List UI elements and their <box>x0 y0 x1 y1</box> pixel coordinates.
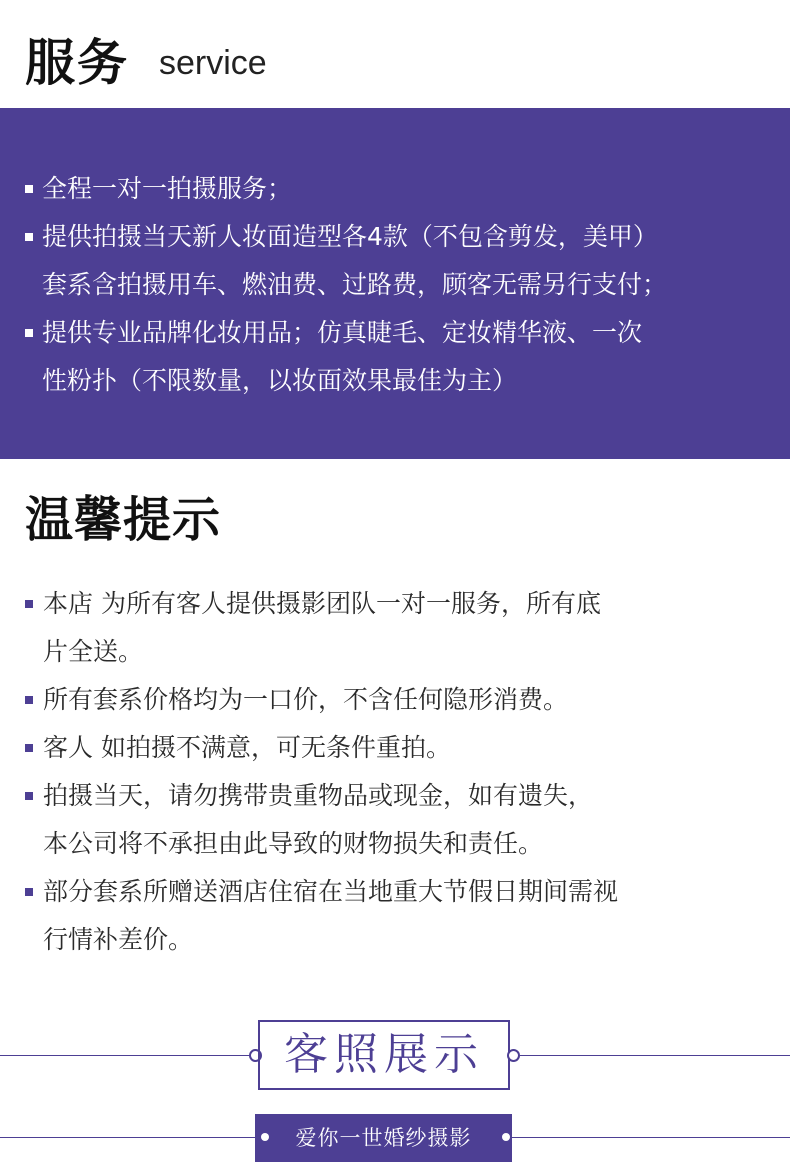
service-item <box>25 309 775 405</box>
tip-item-text: 客人 如拍摄不满意，可无条件重拍。 <box>43 733 451 762</box>
tips-title: 温馨提示 <box>25 492 222 548</box>
banner-box <box>258 1020 510 1090</box>
tip-item-text: 本公司将不承担由此导致的财物损失和责任。 <box>43 829 544 858</box>
service-subtitle: service <box>159 44 267 82</box>
tip-item <box>25 724 765 772</box>
service-item-text: 提供拍摄当天新人妆面造型各4款（不包含剪发，美甲） <box>42 222 658 251</box>
tip-item-text: 所有套系价格均为一口价，不含任何隐形消费。 <box>43 685 569 714</box>
service-item-text: 性粉扑（不限数量，以妆面效果最佳为主） <box>42 366 518 395</box>
service-item-text: 全程一对一拍摄服务； <box>42 174 293 203</box>
tag-divider-left <box>0 1137 255 1138</box>
service-list <box>25 165 775 405</box>
bullet-icon <box>25 792 33 800</box>
service-title: 服务 <box>25 34 129 92</box>
tag-dot-right-icon <box>502 1133 510 1141</box>
bullet-icon <box>25 744 33 752</box>
service-item-text: 套系含拍摄用车、燃油费、过路费，顾客无需另行支付； <box>42 270 668 299</box>
service-item <box>25 165 775 213</box>
tip-item-text: 片全送。 <box>43 637 144 666</box>
tip-item <box>25 676 765 724</box>
tag-dot-left-icon <box>261 1133 269 1141</box>
service-header <box>25 28 267 98</box>
tag-box <box>255 1114 512 1162</box>
bullet-icon <box>25 600 33 608</box>
bullet-icon <box>25 329 33 337</box>
service-panel <box>0 108 790 459</box>
tip-item <box>25 580 765 676</box>
tip-item-text: 行情补差价。 <box>43 925 194 954</box>
tip-item <box>25 772 765 868</box>
service-item-text: 提供专业品牌化妆用品；仿真睫毛、定妆精华液、一次 <box>42 318 643 347</box>
tips-list <box>25 580 765 964</box>
bullet-icon <box>25 233 33 241</box>
bullet-icon <box>25 185 33 193</box>
tip-item <box>25 868 765 964</box>
banner-title: 客照展示 <box>284 1029 484 1080</box>
bullet-icon <box>25 888 33 896</box>
banner-dot-right-icon <box>507 1049 520 1062</box>
banner-divider-left <box>0 1055 251 1056</box>
tip-item-text: 本店 为所有客人提供摄影团队一对一服务，所有底 <box>43 589 601 618</box>
bullet-icon <box>25 696 33 704</box>
tag-text: 爱你一世婚纱摄影 <box>295 1125 472 1150</box>
banner-divider-right <box>520 1055 790 1056</box>
tip-item-text: 部分套系所赠送酒店住宿在当地重大节假日期间需视 <box>43 877 619 906</box>
service-item <box>25 213 775 309</box>
tip-item-text: 拍摄当天，请勿携带贵重物品或现金，如有遗失， <box>43 781 594 810</box>
tag-divider-right <box>512 1137 790 1138</box>
